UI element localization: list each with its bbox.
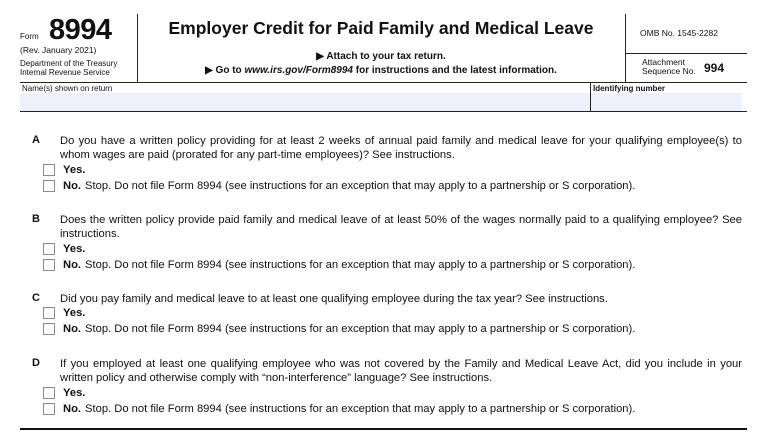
question-a-no-option[interactable] [43, 180, 635, 192]
department-line-1: Department of the Treasury [20, 59, 118, 68]
no-checkbox[interactable] [43, 259, 55, 271]
revision-date: (Rev. January 2021) [20, 45, 97, 55]
question-text: Does the written policy provide paid family and medical leave of at least 50% of the wages normally paid to a qualifying employee? See instructions. [60, 214, 742, 240]
no-checkbox[interactable] [43, 180, 55, 192]
question-text: If you employed at least one qualifying employee who was not covered by the Family and Medical Leave Act, did you include in your written policy and otherwise comply with “non-interference” language? See instructions. [60, 358, 742, 384]
yes-checkbox[interactable] [43, 164, 55, 176]
question-letter: A [32, 134, 40, 146]
yes-label: Yes. [63, 243, 86, 255]
question-letter: B [32, 213, 40, 225]
no-label: No. [63, 180, 82, 192]
form-title: Employer Credit for Paid Family and Medical Leave [168, 18, 594, 38]
form-id-block [20, 14, 137, 82]
form-word: Form [20, 32, 39, 41]
question-text: Do you have a written policy providing for at least 2 weeks of annual paid family and medical leave for your qualifying employee(s) to whom wages are paid (prorated for any part-time employees)? See instructions. [60, 135, 742, 161]
yes-checkbox[interactable] [43, 307, 55, 319]
goto-instruction [138, 65, 624, 76]
goto-prefix: ▶ Go to [205, 65, 245, 76]
question-a-yes-option[interactable] [43, 164, 89, 176]
no-instruction: Stop. Do not file Form 8994 (see instructions for an exception that may apply to a partnership or S corporation). [85, 259, 636, 271]
question-c-no-option[interactable] [43, 323, 635, 335]
department [20, 59, 140, 77]
attachment-label: Attachment [642, 57, 685, 67]
no-instruction: Stop. Do not file Form 8994 (see instructions for an exception that may apply to a partnership or S corporation). [85, 180, 636, 192]
name-input[interactable] [20, 93, 590, 111]
fields-rule [20, 111, 747, 112]
sequence-number: 994 [704, 61, 725, 75]
question-text: Did you pay family and medical leave to at least one qualifying employee during the tax year? See instructions. [60, 293, 608, 305]
no-instruction: Stop. Do not file Form 8994 (see instructions for an exception that may apply to a partnership or S corporation). [85, 323, 636, 335]
yes-label: Yes. [63, 307, 86, 319]
bottom-rule [20, 428, 747, 430]
goto-suffix: for instructions and the latest information. [353, 65, 557, 76]
omb-block [626, 14, 747, 82]
no-label: No. [63, 259, 82, 271]
identifying-number-input[interactable] [591, 93, 742, 111]
title-block [138, 14, 624, 82]
yes-label: Yes. [63, 164, 86, 176]
question-c-yes-option[interactable] [43, 307, 89, 319]
identifying-number-label: Identifying number [593, 84, 665, 93]
question-letter: D [32, 357, 40, 369]
question-letter: C [32, 292, 40, 304]
sequence-label: Sequence No. [642, 66, 696, 76]
yes-checkbox[interactable] [43, 387, 55, 399]
no-label: No. [63, 403, 82, 415]
question-b-yes-option[interactable] [43, 243, 89, 255]
no-checkbox[interactable] [43, 323, 55, 335]
attachment-sequence-label [642, 58, 696, 76]
no-instruction: Stop. Do not file Form 8994 (see instructions for an exception that may apply to a partnership or S corporation). [85, 403, 636, 415]
attach-instruction: ▶ Attach to your tax return. [316, 51, 446, 62]
omb-divider [626, 53, 747, 54]
yes-checkbox[interactable] [43, 243, 55, 255]
yes-label: Yes. [63, 387, 86, 399]
question-d-no-option[interactable] [43, 403, 635, 415]
question-d-yes-option[interactable] [43, 387, 89, 399]
omb-number: OMB No. 1545-2282 [640, 28, 718, 38]
no-checkbox[interactable] [43, 403, 55, 415]
department-line-2: Internal Revenue Service [20, 68, 110, 77]
no-label: No. [63, 323, 82, 335]
irs-url-link[interactable]: www.irs.gov/Form8994 [244, 65, 353, 76]
name-label: Name(s) shown on return [22, 84, 113, 93]
question-b-no-option[interactable] [43, 259, 635, 271]
form-number: 8994 [49, 14, 112, 46]
header-rule [20, 82, 747, 83]
